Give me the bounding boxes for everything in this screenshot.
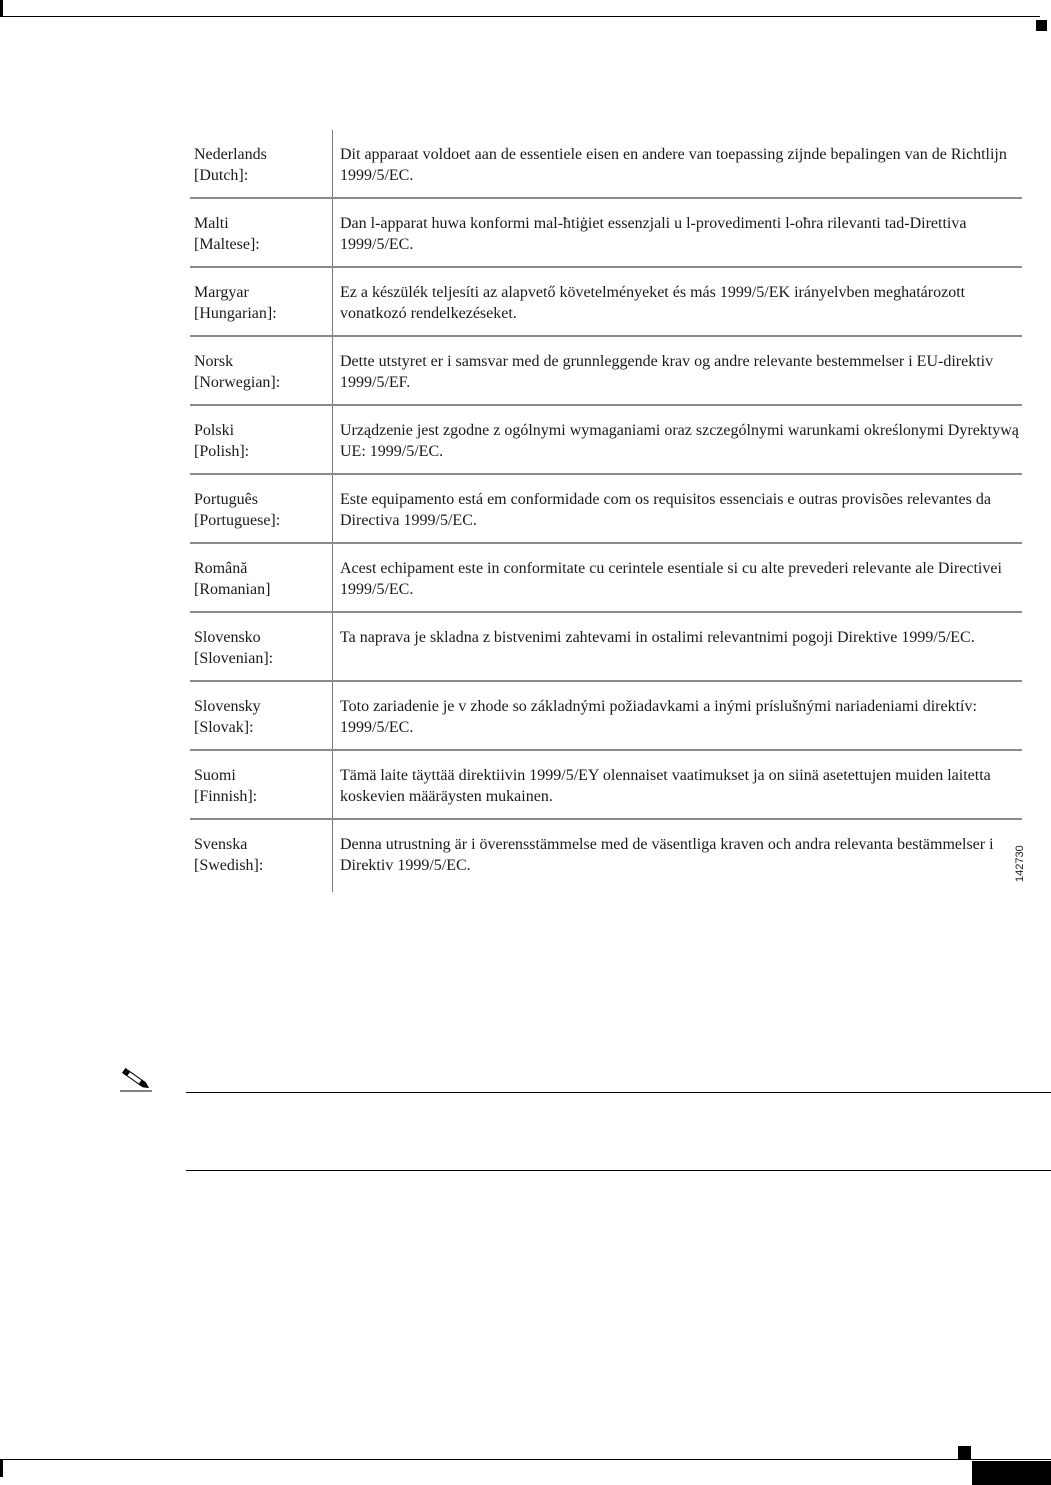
declaration-text: Acest echipament este in conformitate cu cerintele esentiale si cu alte prevederi relevante ale Directivei 1999/5/EC. — [340, 560, 1002, 598]
declaration-text: Toto zariadenie je v zhode so základnými požiadavkami a inými príslušnými nariadeniami direktív: 1999/5/EC. — [340, 698, 977, 736]
declaration-text: Este equipamento está em conformidade com os requisitos essenciais e outras provisões relevantes da Directiva 1999/5/EC. — [340, 491, 991, 529]
table-row — [190, 406, 1022, 475]
language-label: Margyar [Hungarian]: — [194, 284, 277, 322]
language-label: Slovensko [Slovenian]: — [194, 629, 274, 667]
pencil-note-icon — [118, 1066, 154, 1092]
language-label: Polski [Polish]: — [194, 422, 250, 460]
table-row — [190, 751, 1022, 820]
language-label: Nederlands [Dutch]: — [194, 146, 267, 184]
declaration-text: Tämä laite täyttää direktiivin 1999/5/EY olennaiset vaatimukset ja on siinä asetettujen muiden laitetta koskevien määräysten mukainen. — [340, 767, 991, 805]
declaration-text: Denna utrustning är i överensstämmelse med de väsentliga kraven och andra relevanta bestämmelser i Direktiv 1999/5/EC. — [340, 836, 994, 874]
eu-declaration-table — [190, 130, 1022, 893]
table-row — [190, 268, 1022, 337]
language-label: Malti [Maltese]: — [194, 215, 260, 253]
table-row — [190, 544, 1022, 613]
language-label: Slovensky [Slovak]: — [194, 698, 261, 736]
table-row — [190, 682, 1022, 751]
figure-number: 142730 — [1014, 845, 1026, 882]
table-row — [190, 130, 1022, 199]
top-right-marker — [1036, 20, 1047, 31]
declaration-text: Ta naprava je skladna z bistvenimi zahtevami in ostalimi relevantnimi pogoji Direktive 1999/5/EC. — [340, 629, 975, 646]
table-row — [190, 337, 1022, 406]
table-row — [190, 475, 1022, 544]
declaration-text: Dit apparaat voldoet aan de essentiele eisen en andere van toepassing zijnde bepalingen van de Richtlijn 1999/5/EC. — [340, 146, 1007, 184]
language-label: Norsk [Norwegian]: — [194, 353, 281, 391]
footer-rule — [0, 1459, 1051, 1460]
bottom-left-crop-mark — [0, 1459, 3, 1477]
language-label: Suomi [Finnish]: — [194, 767, 258, 805]
declaration-text: Dan l-apparat huwa konformi mal-ħtiġiet essenzjali u l-provedimenti l-oħra rilevanti tad-Direttiva 1999/5/EC. — [340, 215, 967, 253]
page-number-tab — [972, 1461, 1051, 1485]
top-left-crop-mark — [0, 0, 3, 17]
note-top-rule — [186, 1092, 1051, 1093]
language-label: Română [Romanian] — [194, 560, 271, 598]
table-row — [190, 613, 1022, 682]
language-label: Svenska [Swedish]: — [194, 836, 264, 874]
declaration-text: Ez a készülék teljesíti az alapvető követelményeket és más 1999/5/EK irányelvben meghatározott vonatkozó rendelkezéseket. — [340, 284, 966, 322]
header-rule — [0, 16, 1040, 17]
declaration-text: Urządzenie jest zgodne z ogólnymi wymaganiami oraz szczególnymi warunkami określonymi Dyrektywą UE: 1999/5/EC. — [340, 422, 1019, 460]
table-row — [190, 820, 1022, 893]
language-label: Português [Portuguese]: — [194, 491, 281, 529]
declaration-text: Dette utstyret er i samsvar med de grunnleggende krav og andre relevante bestemmelser i EU-direktiv 1999/5/EF. — [340, 353, 994, 391]
note-bottom-rule — [186, 1170, 1051, 1171]
table-row — [190, 199, 1022, 268]
footer-marker — [958, 1446, 971, 1459]
